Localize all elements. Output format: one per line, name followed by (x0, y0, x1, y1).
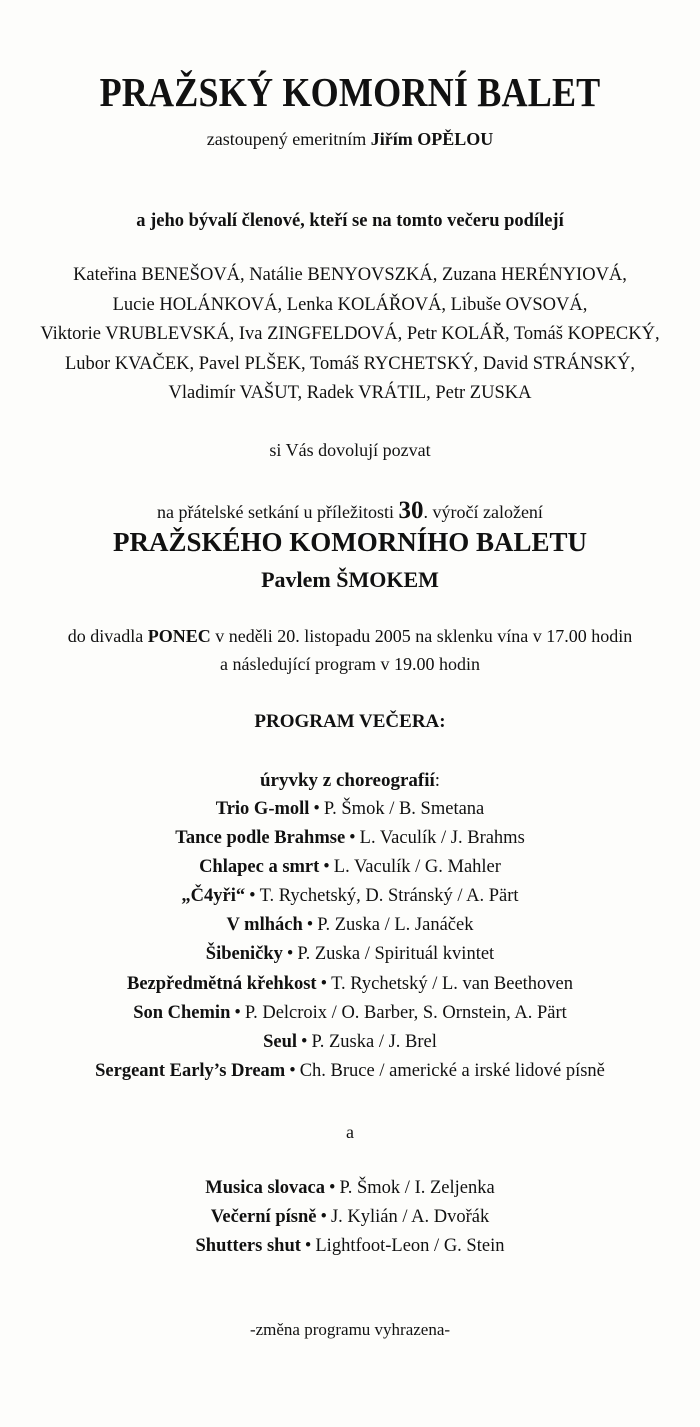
venue-name: PONEC (147, 626, 211, 646)
program-item-credit: P. Šmok / I. Zeljenka (339, 1178, 495, 1198)
bullet-separator: • (320, 1207, 327, 1227)
program-item-title: „Č4yři“ (181, 886, 246, 907)
program-item-credit: L. Vaculík / G. Mahler (333, 857, 501, 878)
represented-by-prefix: zastoupený emeritním (206, 129, 367, 149)
program-item (0, 824, 700, 853)
venue-line-1 (0, 622, 700, 650)
program-item-credit: Ch. Bruce / americké a irské lidové písně (299, 1060, 605, 1081)
program-item-title: Son Chemin (133, 1002, 231, 1023)
program-item (0, 1203, 700, 1232)
program-item-title: Shutters shut (195, 1236, 301, 1256)
program-item (0, 1057, 700, 1086)
program-item (0, 882, 700, 911)
members-list (0, 261, 700, 409)
program-list-2 (0, 1174, 700, 1261)
program-item (0, 999, 700, 1028)
program-item-credit: P. Zuska / Spirituál kvintet (297, 944, 495, 965)
members-line: Viktorie VRUBLEVSKÁ, Iva ZINGFELDOVÁ, Petr KOLÁŘ, Tomáš KOPECKÝ, (40, 324, 660, 345)
program-item-credit: P. Zuska / L. Janáček (317, 915, 474, 936)
members-line: Lubor KVAČEK, Pavel PLŠEK, Tomáš RYCHETSKÝ, David STRÁNSKÝ, (64, 353, 635, 374)
program-item-title: Bezpředmětná křehkost (126, 973, 317, 994)
venue-line-2: a následující program v 19.00 hodin (220, 654, 480, 674)
program-item-title: V mlhách (226, 915, 303, 936)
program-item (0, 911, 700, 940)
program-item-credit: P. Delcroix / O. Barber, S. Ornstein, A. Pärt (244, 1002, 567, 1023)
program-item-title: Musica slovaca (205, 1178, 326, 1198)
program-item (0, 970, 700, 999)
excerpts-label-text: úryvky z choreografií (259, 770, 435, 791)
bullet-separator: • (304, 1236, 312, 1256)
venue-info (0, 622, 700, 678)
bullet-separator: • (301, 1031, 308, 1052)
program-item (0, 1232, 700, 1261)
represented-by-name: Jiřím OPĚLOU (370, 129, 494, 149)
invite-text: si Vás dovolují pozvat (269, 440, 431, 460)
bullet-separator: • (286, 944, 294, 965)
members-heading: a jeho bývalí členové, kteří se na tomto večeru podílejí (136, 211, 564, 231)
program-item-title: Tance podle Brahmse (175, 828, 346, 849)
occasion-suffix: . výročí založení (423, 502, 543, 522)
anniversary-number: 30 (398, 497, 424, 524)
represented-by (0, 127, 700, 151)
bullet-separator: • (306, 915, 314, 936)
bullet-separator: • (329, 1178, 336, 1198)
program-item-title: Večerní písně (210, 1207, 317, 1227)
bullet-separator: • (349, 828, 356, 849)
founder-name: Pavlem ŠMOKEM (261, 567, 439, 592)
excerpts-colon: : (434, 770, 441, 791)
program-item (0, 1028, 700, 1057)
program-item (0, 853, 700, 882)
members-line: Vladimír VAŠUT, Radek VRÁTIL, Petr ZUSKA (168, 383, 532, 404)
program-heading: PROGRAM VEČERA: (254, 711, 446, 732)
occasion-prefix: na přátelské setkání u příležitosti (157, 502, 394, 522)
bullet-separator: • (249, 886, 256, 907)
program-item-credit: J. Kylián / A. Dvořák (330, 1207, 490, 1227)
program-item-credit: T. Rychetský / L. van Beethoven (331, 973, 574, 994)
bullet-separator: • (289, 1060, 296, 1081)
program-item-credit: P. Zuska / J. Brel (311, 1031, 437, 1052)
program-item (0, 1174, 700, 1203)
program-item-credit: P. Šmok / B. Smetana (323, 799, 485, 819)
venue-prefix: do divadla (67, 626, 144, 646)
bullet-separator: • (234, 1002, 241, 1023)
occasion-line (0, 498, 700, 525)
program-item-title: Trio G-moll (215, 799, 310, 819)
venue-details: v neděli 20. listopadu 2005 na sklenku vína v 17.00 hodin (215, 626, 633, 646)
program-item-credit: L. Vaculík / J. Brahms (359, 828, 525, 849)
footer-note: -změna programu vyhrazena- (249, 1320, 451, 1339)
company-name: PRAŽSKÉHO KOMORNÍHO BALETU (112, 527, 588, 557)
program-item-credit: T. Rychetský, D. Stránský / A. Pärt (259, 886, 519, 907)
conjunction: a (346, 1122, 354, 1142)
program-item (0, 940, 700, 969)
program-item-credit: Lightfoot-Leon / G. Stein (315, 1236, 505, 1256)
members-line: Kateřina BENEŠOVÁ, Natálie BENYOVSZKÁ, Zuzana HERÉNYIOVÁ, (73, 265, 627, 285)
program-item-title: Seul (263, 1031, 298, 1052)
program-item-title: Sergeant Early’s Dream (95, 1060, 286, 1081)
program-list (0, 795, 700, 1086)
bullet-separator: • (323, 857, 330, 878)
program-item (0, 795, 700, 824)
bullet-separator: • (313, 799, 320, 819)
excerpts-label (0, 767, 700, 795)
bullet-separator: • (320, 973, 328, 994)
program-item-title: Chlapec a smrt (199, 857, 320, 878)
program-item-title: Šibeničky (205, 944, 283, 965)
members-line: Lucie HOLÁNKOVÁ, Lenka KOLÁŘOVÁ, Libuše OVSOVÁ, (112, 294, 588, 315)
page-title: PRAŽSKÝ KOMORNÍ BALET (99, 69, 601, 115)
